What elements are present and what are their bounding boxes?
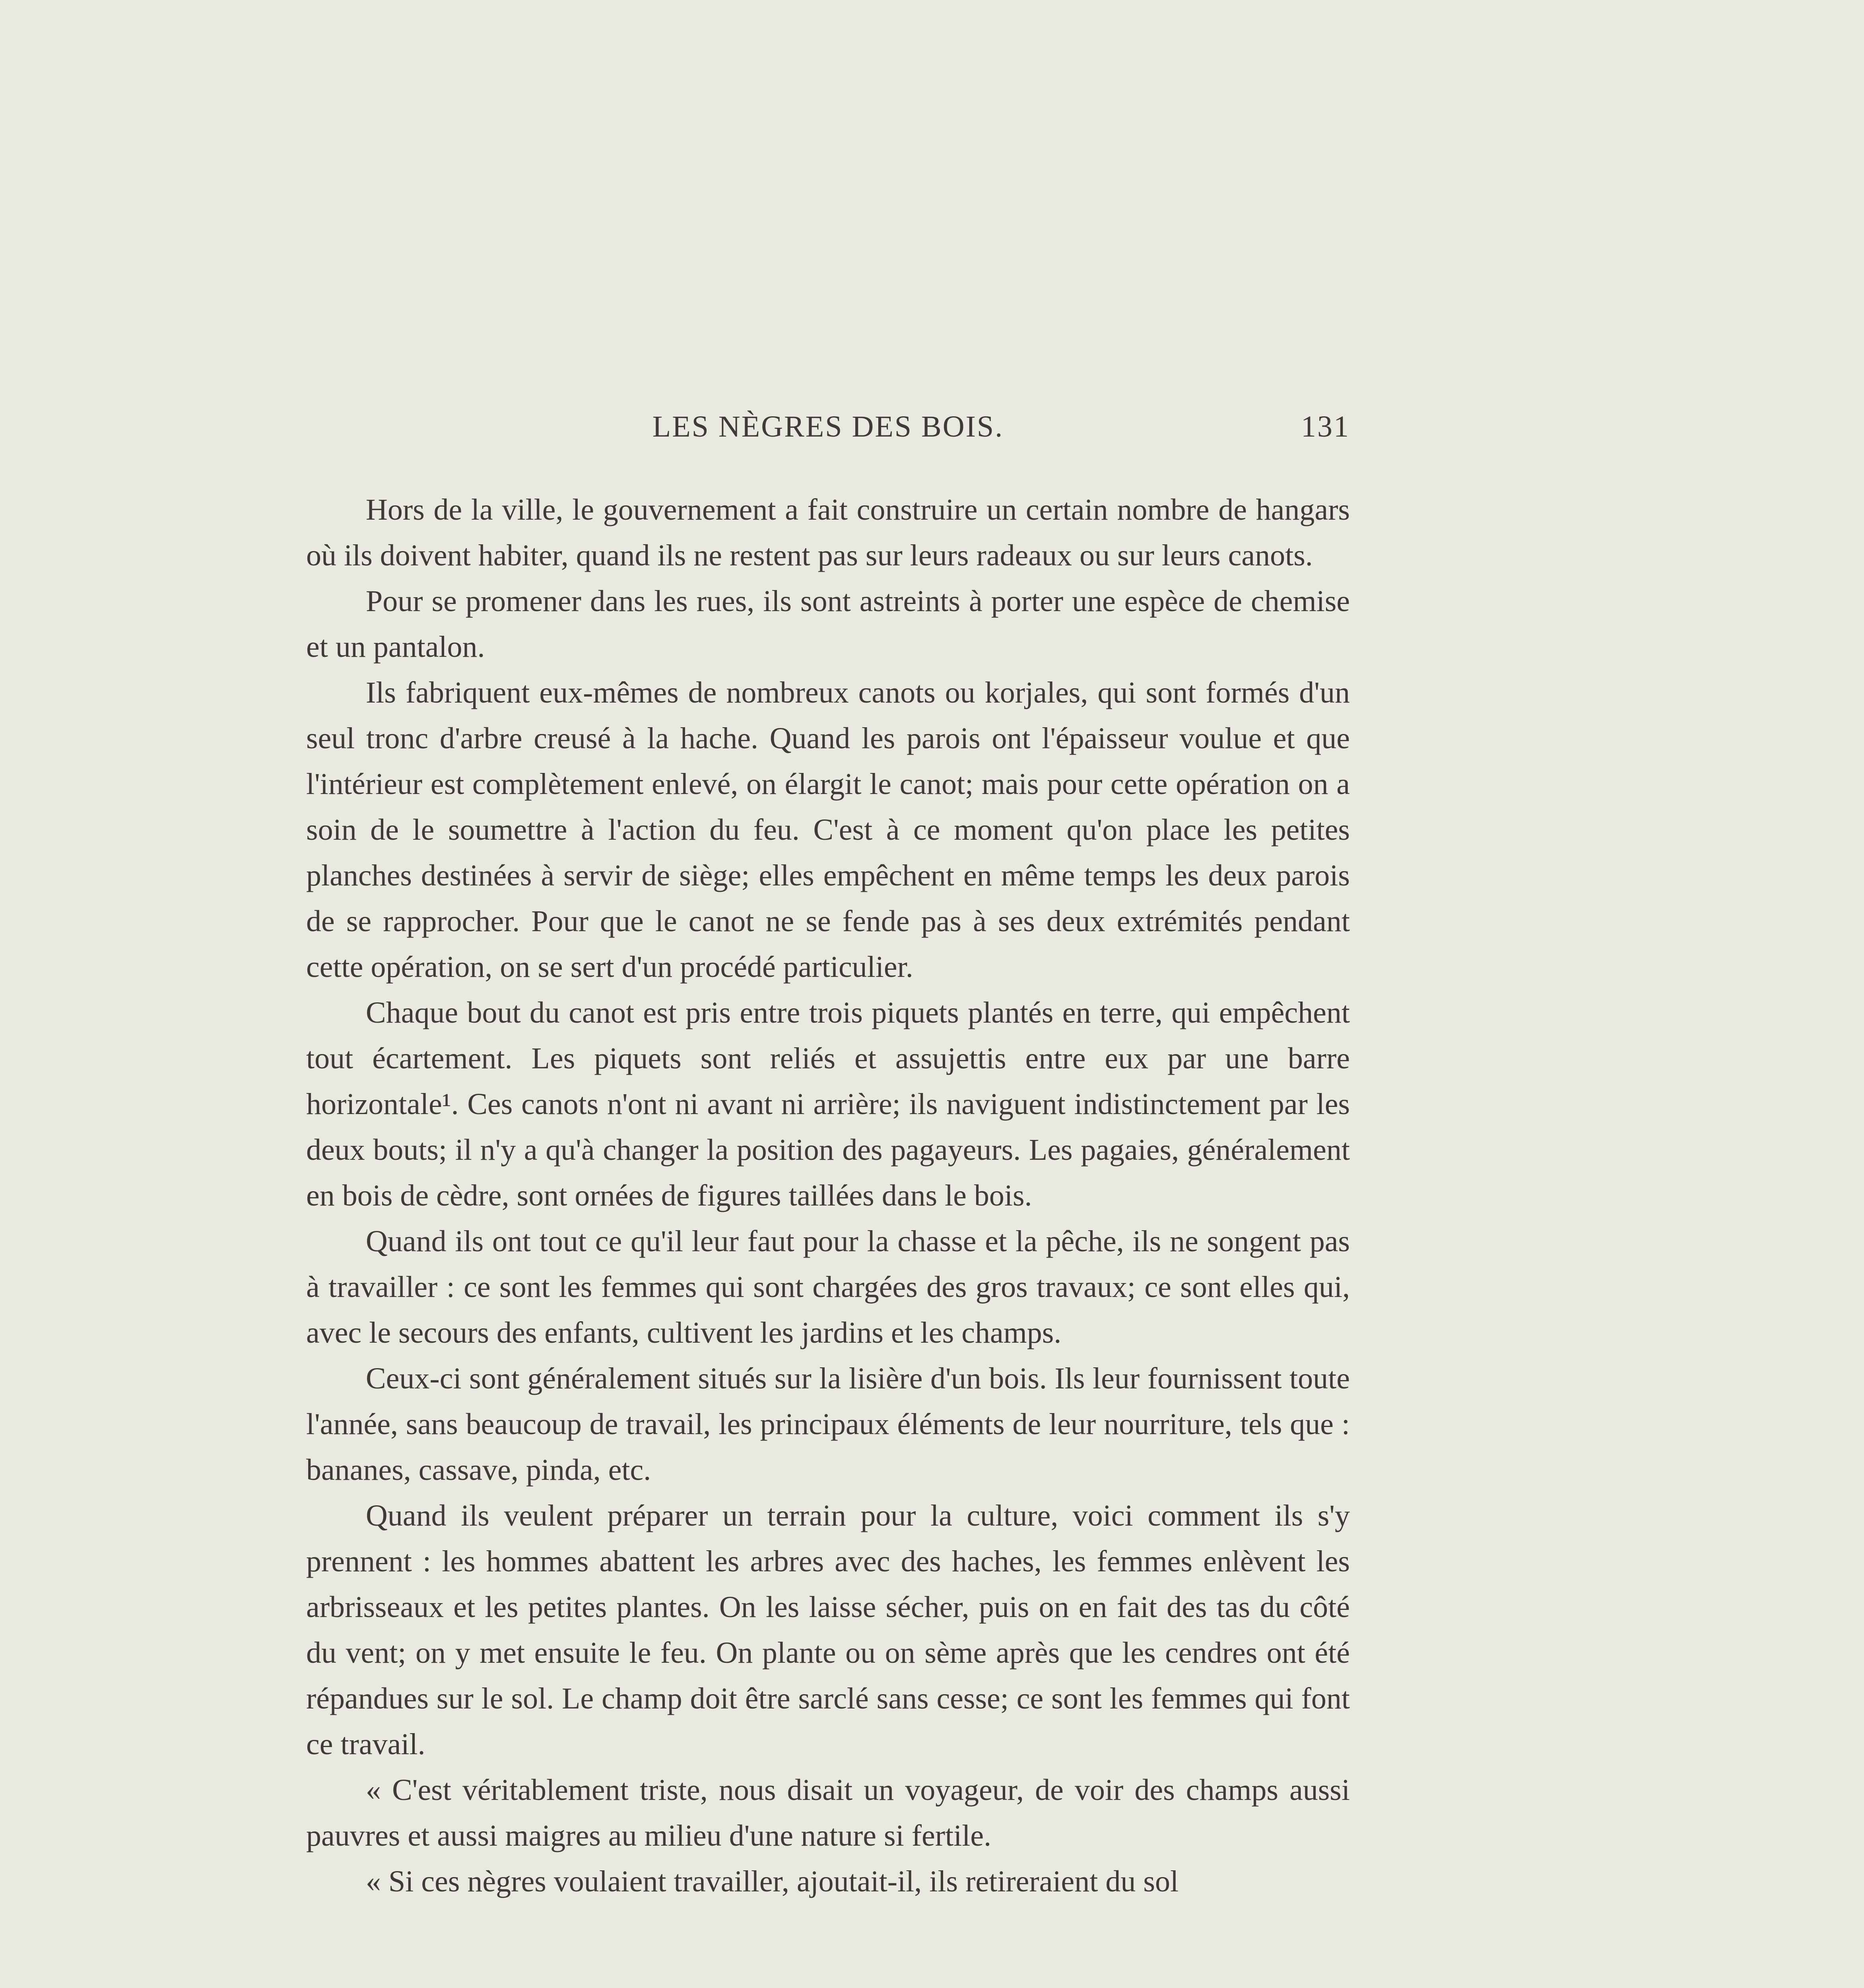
page-header xyxy=(306,410,1350,457)
body-text xyxy=(306,487,1350,1905)
paragraph: Ceux-ci sont généralement situés sur la lisière d'un bois. Ils leur fournissent toute l'année, sans beaucoup de travail, les principaux éléments de leur nourriture, tels que : bananes, cassave, pinda, etc. xyxy=(306,1362,1350,1487)
paragraph: « C'est véritablement triste, nous disait un voyageur, de voir des champs aussi pauvres et aussi maigres au milieu d'une nature si fertile. xyxy=(306,1773,1350,1852)
page-number: 131 xyxy=(1301,410,1350,443)
paragraph: Ils fabriquent eux-mêmes de nombreux canots ou korjales, qui sont formés d'un seul tronc d'arbre creusé à la hache. Quand les parois ont l'épaisseur voulue et que l'intérieur est complètement enlevé, on élargit le canot; mais pour cette opération on a soin de le soumettre à l'action du feu. C'est à ce moment qu'on place les petites planches destinées à servir de siège; elles empêchent en même temps les deux parois de se rapprocher. Pour que le canot ne se fende pas à ses deux extrémités pendant cette opération, on se sert d'un procédé particulier. xyxy=(306,676,1350,984)
running-title: LES NÈGRES DES BOIS. xyxy=(652,410,1004,443)
paragraph: Hors de la ville, le gouvernement a fait construire un certain nombre de hangars où ils doivent habiter, quand ils ne restent pas sur leurs radeaux ou sur leurs canots. xyxy=(306,493,1350,572)
paragraph: « Si ces nègres voulaient travailler, ajoutait-il, ils retireraient du sol xyxy=(366,1865,1179,1898)
paragraph: Chaque bout du canot est pris entre trois piquets plantés en terre, qui empêchent tout écartement. Les piquets sont reliés et assujettis entre eux par une barre horizontale¹. Ces canots n'ont ni avant ni arrière; ils naviguent indistinctement par les deux bouts; il n'y a qu'à changer la position des pagayeurs. Les pagaies, généralement en bois de cèdre, sont ornées de figures taillées dans le bois. xyxy=(306,996,1350,1212)
paragraph: Pour se promener dans les rues, ils sont astreints à porter une espèce de chemise et un pantalon. xyxy=(306,584,1350,664)
paragraph: Quand ils veulent préparer un terrain pour la culture, voici comment ils s'y prennent : les hommes abattent les arbres avec des haches, les femmes enlèvent les arbrisseaux et les petites plantes. On les laisse sécher, puis on en fait des tas du côté du vent; on y met ensuite le feu. On plante ou on sème après que les cendres ont été répandues sur le sol. Le champ doit être sarclé sans cesse; ce sont les femmes qui font ce travail. xyxy=(306,1499,1350,1761)
paragraph: Quand ils ont tout ce qu'il leur faut pour la chasse et la pêche, ils ne songent pas à travailler : ce sont les femmes qui sont chargées des gros travaux; ce sont elles qui, avec le secours des enfants, cultivent les jardins et les champs. xyxy=(306,1225,1350,1349)
